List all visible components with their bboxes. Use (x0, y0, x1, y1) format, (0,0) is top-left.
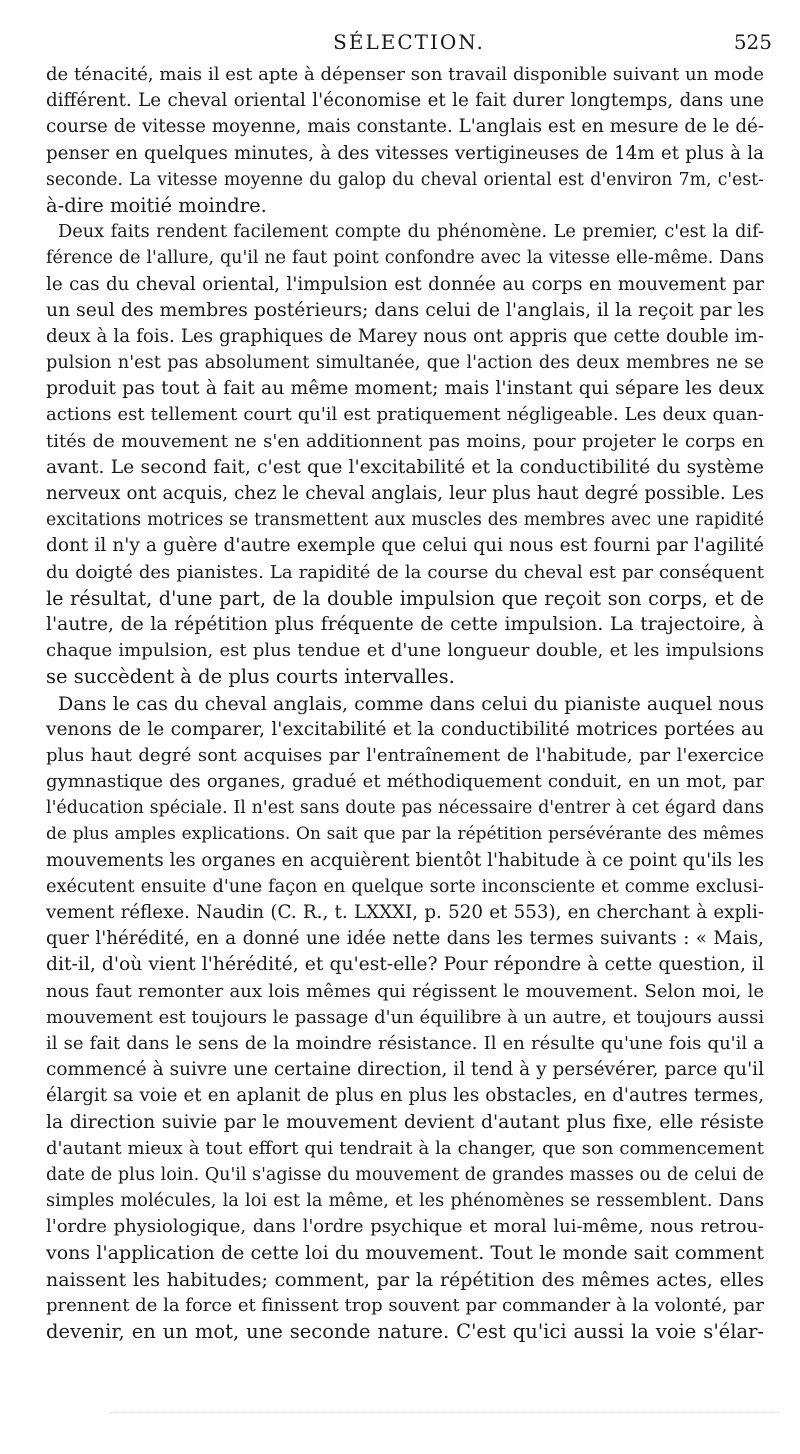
text-line: de ténacité, mais il est apte à dépenser son travail disponible suivant un mode (46, 64, 764, 85)
running-title: SÉLECTION. (333, 30, 485, 54)
running-head (46, 30, 772, 62)
text-line: à-dire moitié moindre. (46, 193, 267, 217)
text-line: deux à la fois. Les graphiques de Marey nous ont appris que cette double im- (46, 325, 764, 347)
bottom-scan-artifact (110, 1412, 780, 1415)
text-line: course de vitesse moyenne, mais constante. L'anglais est en mesure de le dé- (46, 116, 764, 138)
text-line: différent. Le cheval oriental l'économise et le fait durer longtemps, dans une (46, 90, 764, 112)
paragraph-start-line: Deux faits rendent facilement compte du phénomène. Le premier, c'est la dif- (58, 222, 764, 243)
text-line: vement réflexe. Naudin (C. R., t. LXXXI, p. 520 et 553), en cherchant à expli- (46, 902, 764, 923)
text-line: il se fait dans le sens de la moindre résistance. Il en résulte qu'une fois qu'il a (46, 1032, 764, 1054)
text-line: l'autre, de la répétition plus fréquente de cette impulsion. La trajectoire, à (46, 613, 764, 635)
text-line: le résultat, d'une part, de la double impulsion que reçoit son corps, et de (46, 586, 764, 610)
text-line: nerveux ont acquis, chez le cheval anglais, leur plus haut degré possible. Les (46, 483, 764, 504)
text-line: naissent les habitudes; comment, par la répétition des mêmes actes, elles (46, 1268, 764, 1291)
paragraph-start-line: Dans le cas du cheval anglais, comme dans celui du pianiste auquel nous (58, 692, 764, 715)
text-line: du doigté des pianistes. La rapidité de la course du cheval est par conséquent (46, 561, 764, 583)
text-line: de plus amples explications. On sait que par la répétition persévérante des mêmes (46, 824, 764, 845)
text-line: férence de l'allure, qu'il ne faut point confondre avec la vitesse elle-même. Dans (46, 248, 764, 269)
text-line: date de plus loin. Qu'il s'agisse du mouvement de grandes masses ou de celui de (46, 1164, 764, 1185)
text-line: gymnastique des organes, gradué et méthodiquement conduit, en un mot, par (46, 771, 764, 793)
text-line: mouvement est toujours le passage d'un équilibre à un autre, et toujours aussi (46, 1006, 764, 1028)
text-line: l'éducation spéciale. Il n'est sans doute pas nécessaire d'entrer à cet égard dans (46, 798, 764, 819)
text-line: penser en quelques minutes, à des vitesses vertigineuses de 14m et plus à la (46, 142, 764, 164)
text-line: devenir, en un mot, une seconde nature. C'est qu'ici aussi la voie s'élar- (46, 1320, 764, 1343)
text-line: se succèdent à de plus courts intervalles. (46, 665, 455, 689)
text-line: dit-il, d'où vient l'hérédité, et qu'est-elle? Pour répondre à cette question, il (46, 954, 764, 976)
text-line: l'ordre physiologique, dans l'ordre psychique et moral lui-même, nous retrou- (46, 1216, 764, 1238)
text-line: prennent de la force et finissent trop souvent par commander à la volonté, par (46, 1294, 764, 1316)
text-line: commencé à suivre une certaine direction, il tend à y persévérer, parce qu'il (46, 1059, 764, 1081)
text-line: vons l'application de cette loi du mouvement. Tout le monde sait comment (46, 1242, 764, 1265)
text-line: venons de le comparer, l'excitabilité et la conductibilité motrices portées au (46, 718, 764, 740)
text-line: chaque impulsion, est plus tendue et d'une longueur double, et les impulsions (46, 640, 764, 662)
text-line: nous faut remonter aux lois mêmes qui régissent le mouvement. Selon moi, le (46, 980, 764, 1002)
text-line: simples molécules, la loi est la même, et les phénomènes se ressemblent. Dans (46, 1191, 764, 1212)
text-line: actions est tellement court qu'il est pratiquement négligeable. Les deux quan- (46, 404, 764, 426)
text-line: élargit sa voie et en aplanit de plus en plus les obstacles, en d'autres termes, (46, 1085, 764, 1107)
text-line: avant. Le second fait, c'est que l'excitabilité et la conductibilité du système (46, 456, 764, 478)
text-line: excitations motrices se transmettent aux muscles des membres avec une rapidité (46, 510, 764, 531)
text-line: tités de mouvement ne s'en additionnent pas moins, pour projeter le corps en (46, 430, 764, 452)
text-line: plus haut degré sont acquises par l'entraînement de l'habitude, par l'exercice (46, 744, 764, 766)
body-text (46, 62, 764, 1345)
text-line: le cas du cheval oriental, l'impulsion est donnée au corps en mouvement par (46, 273, 764, 295)
text-line: seconde. La vitesse moyenne du galop du cheval oriental est d'environ 7m, c'est- (46, 169, 764, 190)
text-line: mouvements les organes en acquièrent bientôt l'habitude à ce point qu'ils les (46, 849, 764, 871)
text-line: dont il n'y a guère d'autre exemple que celui qui nous est fourni par l'agilité (46, 535, 764, 557)
text-line: d'autant mieux à tout effort qui tendrait à la changer, que son commencement (46, 1137, 764, 1159)
text-line: produit pas tout à fait au même moment; mais l'instant qui sépare les deux (46, 378, 764, 400)
text-line: quer l'hérédité, en a donné une idée nette dans les termes suivants : « Mais, (46, 928, 764, 950)
page-number: 525 (733, 30, 772, 54)
text-line: la direction suivie par le mouvement devient d'autant plus fixe, elle résiste (46, 1111, 764, 1133)
text-line: exécutent ensuite d'une façon en quelque sorte inconsciente et comme exclusi- (46, 876, 764, 897)
text-line: pulsion n'est pas absolument simultanée, que l'action des deux membres ne se (46, 353, 764, 374)
text-line: un seul des membres postérieurs; dans celui de l'anglais, il la reçoit par les (46, 299, 764, 321)
